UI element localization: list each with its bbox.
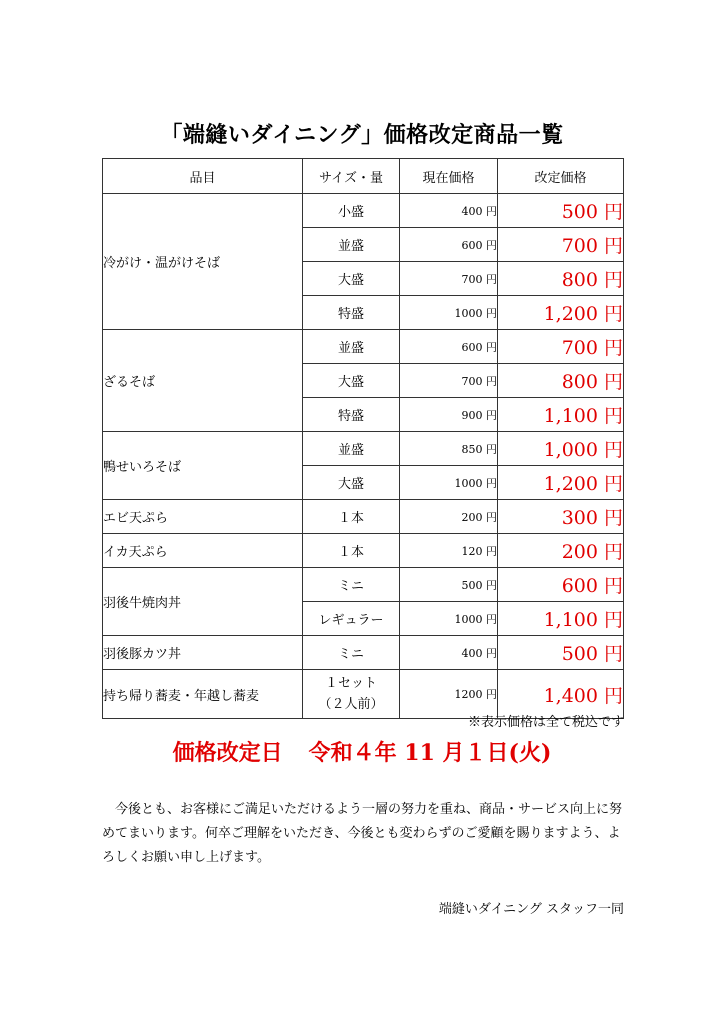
current-price: 1000 円	[400, 296, 498, 330]
page-title: 「端縫いダイニング」価格改定商品一覧	[160, 122, 564, 148]
new-price: 1,100 円	[498, 602, 624, 636]
size-cell: 特盛	[303, 296, 400, 330]
table-row	[103, 534, 624, 568]
new-price: 700 円	[498, 228, 624, 262]
tax-note: ※表示価格は全て税込です	[467, 715, 624, 730]
table-row	[103, 432, 624, 466]
table-row	[103, 500, 624, 534]
new-price: 300 円	[498, 500, 624, 534]
current-price: 200 円	[400, 500, 498, 534]
item-name: 羽後豚カツ丼	[103, 636, 303, 670]
size-cell: １本	[303, 534, 400, 568]
table-header-row	[103, 159, 624, 194]
size-line-1: １セット	[324, 676, 377, 691]
new-price: 1,000 円	[498, 432, 624, 466]
current-price: 700 円	[400, 364, 498, 398]
header-new-price: 改定価格	[498, 159, 624, 194]
revision-date	[0, 736, 724, 767]
current-price: 1000 円	[400, 602, 498, 636]
header-item: 品目	[103, 159, 303, 194]
size-cell: ミニ	[303, 636, 400, 670]
current-price: 850 円	[400, 432, 498, 466]
item-name: 冷がけ・温がけそば	[103, 194, 303, 330]
size-cell: 大盛	[303, 262, 400, 296]
size-cell: 特盛	[303, 398, 400, 432]
new-price: 500 円	[498, 194, 624, 228]
current-price: 700 円	[400, 262, 498, 296]
new-price: 200 円	[498, 534, 624, 568]
size-cell: 並盛	[303, 330, 400, 364]
new-price: 1,100 円	[498, 398, 624, 432]
item-name: 羽後牛焼肉丼	[103, 568, 303, 636]
header-current-price: 現在価格	[400, 159, 498, 194]
signature: 端縫いダイニング スタッフ一同	[438, 902, 624, 917]
new-price: 700 円	[498, 330, 624, 364]
new-price: 1,200 円	[498, 296, 624, 330]
size-line-2: （２人前）	[318, 697, 384, 712]
table-row	[103, 568, 624, 602]
item-name: ざるそば	[103, 330, 303, 432]
item-name: エビ天ぷら	[103, 500, 303, 534]
current-price: 600 円	[400, 228, 498, 262]
size-cell: 並盛	[303, 228, 400, 262]
header-size: サイズ・量	[303, 159, 400, 194]
item-name: イカ天ぷら	[103, 534, 303, 568]
size-cell: 並盛	[303, 432, 400, 466]
revision-label: 価格改定日	[172, 740, 283, 766]
size-cell: ミニ	[303, 568, 400, 602]
current-price: 900 円	[400, 398, 498, 432]
new-price: 800 円	[498, 262, 624, 296]
size-cell: レギュラー	[303, 602, 400, 636]
current-price: 400 円	[400, 636, 498, 670]
new-price: 1,200 円	[498, 466, 624, 500]
price-table	[102, 158, 624, 719]
table-row	[103, 636, 624, 670]
size-cell: 大盛	[303, 466, 400, 500]
message-text: 今後とも、お客様にご満足いただけるよう一層の努力を重ね、商品・サービス向上に努めてまいります。何卒ご理解をいただき、今後とも変わらずのご愛顧を賜りますよう、よろしくお願い申し上げます。	[102, 802, 623, 865]
revision-date-value: 令和４年 11 月１日(火)	[308, 740, 552, 766]
size-cell: 小盛	[303, 194, 400, 228]
size-cell: 大盛	[303, 364, 400, 398]
current-price: 120 円	[400, 534, 498, 568]
new-price: 500 円	[498, 636, 624, 670]
current-price: 600 円	[400, 330, 498, 364]
current-price: 1200 円	[400, 670, 498, 719]
size-cell: １本	[303, 500, 400, 534]
current-price: 500 円	[400, 568, 498, 602]
size-cell	[303, 670, 400, 719]
table-row	[103, 194, 624, 228]
item-name: 持ち帰り蕎麦・年越し蕎麦	[103, 670, 303, 719]
current-price: 400 円	[400, 194, 498, 228]
table-row	[103, 330, 624, 364]
item-name: 鴨せいろそば	[103, 432, 303, 500]
current-price: 1000 円	[400, 466, 498, 500]
new-price: 600 円	[498, 568, 624, 602]
new-price: 800 円	[498, 364, 624, 398]
new-price: 1,400 円	[498, 670, 624, 719]
